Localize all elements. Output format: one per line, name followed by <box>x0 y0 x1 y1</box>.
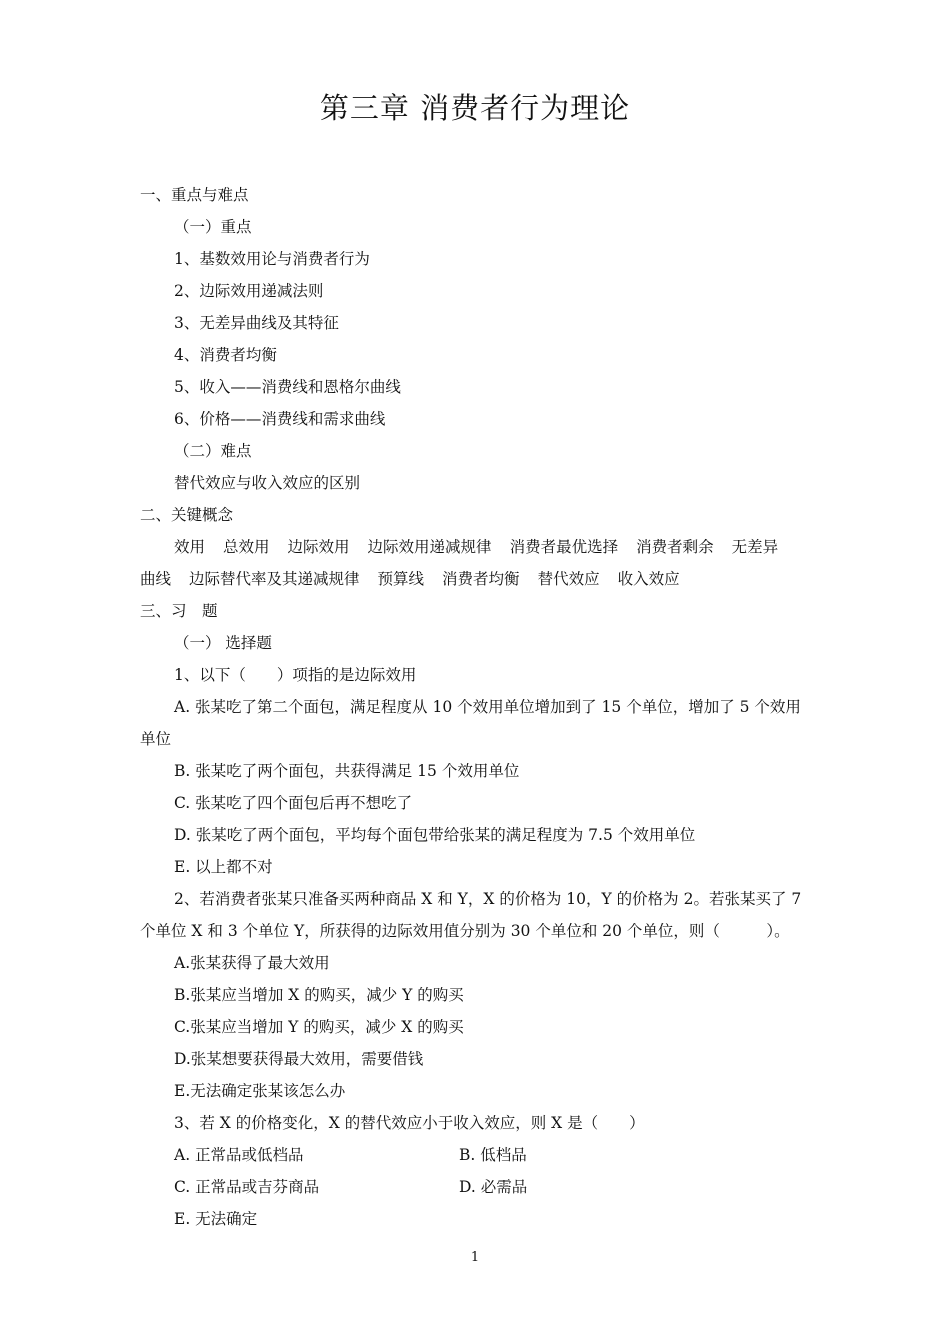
term: 消费者剩余 <box>636 538 714 556</box>
focus-point-3: 3、无差异曲线及其特征 <box>174 314 339 332</box>
question-2-option-b: B.张某应当增加 X 的购买，减少 Y 的购买 <box>174 986 464 1004</box>
question-3-options-row-2 <box>140 1171 812 1203</box>
term: 曲线 <box>140 570 172 588</box>
subheading-difficulty: （二）难点 <box>174 442 252 460</box>
question-3-option-a: A. 正常品或低档品 <box>174 1146 304 1164</box>
question-3-option-d: D. 必需品 <box>459 1178 528 1196</box>
question-3-option-b: B. 低档品 <box>459 1146 527 1164</box>
question-1-option-a: A. 张某吃了第二个面包，满足程度从 10 个效用单位增加到了 15 个单位，增加了 5 个效用单位 <box>140 698 801 748</box>
question-3-stem: 3、若 X 的价格变化，X 的替代效应小于收入效应，则 X 是（ ） <box>174 1114 645 1132</box>
focus-point-2: 2、边际效用递减法则 <box>174 282 324 300</box>
section-heading-key-concepts: 二、关键概念 <box>140 506 234 524</box>
focus-point-5: 5、收入——消费线和恩格尔曲线 <box>174 378 401 396</box>
question-2-option-c: C.张某应当增加 Y 的购买，减少 X 的购买 <box>174 1018 464 1036</box>
section-heading-key-points: 一、重点与难点 <box>140 186 249 204</box>
question-3-option-e: E. 无法确定 <box>174 1210 258 1228</box>
focus-point-4: 4、消费者均衡 <box>174 346 277 364</box>
question-3-option-c: C. 正常品或吉芬商品 <box>174 1178 320 1196</box>
question-1-option-b: B. 张某吃了两个面包，共获得满足 15 个效用单位 <box>174 762 520 780</box>
term: 边际替代率及其递减规律 <box>189 570 360 588</box>
question-2-option-d: D.张某想要获得最大效用，需要借钱 <box>174 1050 424 1068</box>
question-1-option-e: E. 以上都不对 <box>174 858 273 876</box>
subheading-focus: （一）重点 <box>174 218 252 236</box>
focus-point-6: 6、价格——消费线和需求曲线 <box>174 410 386 428</box>
term: 收入效应 <box>617 570 680 588</box>
term: 消费者均衡 <box>442 570 520 588</box>
term: 预算线 <box>377 570 425 588</box>
term: 总效用 <box>223 538 270 556</box>
question-2-option-a: A.张某获得了最大效用 <box>174 954 330 972</box>
document-body <box>140 179 812 1235</box>
page-number: 1 <box>470 1250 480 1265</box>
question-1-option-c: C. 张某吃了四个面包后再不想吃了 <box>174 794 413 812</box>
question-2-stem: 2、若消费者张某只准备买两种商品 X 和 Y，X 的价格为 10，Y 的价格为 2。若张某买了 7 个单位 X 和 3 个单位 Y，所获得的边际效用值分别为 30 个单位和 20 个单位，则（ ）。 <box>140 890 802 940</box>
subheading-multiple-choice: （一） 选择题 <box>174 634 272 652</box>
term: 效用 <box>174 538 206 556</box>
key-terms-line-1 <box>140 531 812 563</box>
term: 边际效用 <box>287 538 350 556</box>
focus-point-1: 1、基数效用论与消费者行为 <box>174 250 370 268</box>
chapter-title: 第三章 消费者行为理论 <box>319 91 631 125</box>
term: 边际效用递减规律 <box>367 538 492 556</box>
term: 无差异 <box>731 538 779 556</box>
question-1-option-d: D. 张某吃了两个面包，平均每个面包带给张某的满足程度为 7.5 个效用单位 <box>174 826 696 844</box>
term: 消费者最优选择 <box>509 538 619 556</box>
key-terms-line-2 <box>140 563 812 595</box>
question-3-options-row-1 <box>140 1139 812 1171</box>
term: 替代效应 <box>537 570 600 588</box>
question-2-option-e: E.无法确定张某该怎么办 <box>174 1082 346 1100</box>
section-heading-exercises: 三、习 题 <box>140 602 218 620</box>
difficulty-text: 替代效应与收入效应的区别 <box>174 474 361 492</box>
question-1-stem: 1、以下（ ）项指的是边际效用 <box>174 666 417 684</box>
